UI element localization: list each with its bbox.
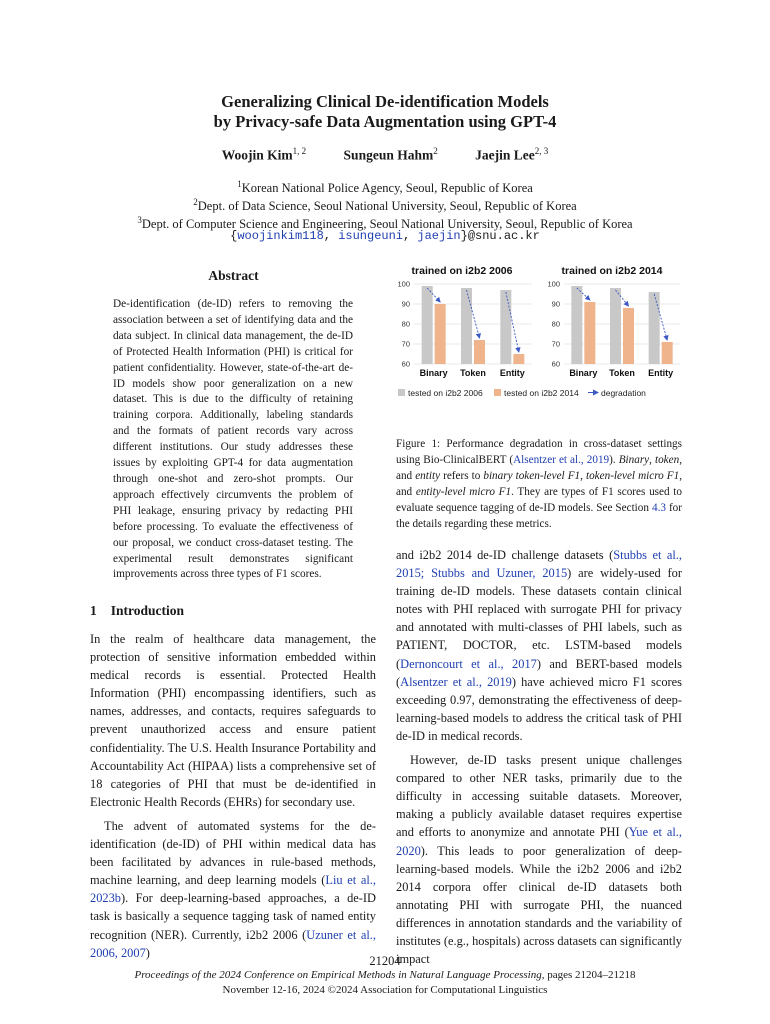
chart-legend: [398, 388, 646, 398]
y-tick-label: 80: [401, 319, 410, 329]
y-tick-label: 60: [551, 359, 560, 369]
section-heading-introduction: 1 Introduction: [90, 603, 185, 618]
intro-paragraph-2: The advent of automated systems for the de-identification (de-ID) of PHI within medical data has been facilitated by advances in rule-based methods, machine learning, and deep learning models (Liu et al., 2023b). For deep-learning-based approaches, a de-ID task is basically a sequence tagging task of named entity recognition (NER). Currently, i2b2 2006 (Uzuner et al., 2006, 2007): [90, 818, 377, 960]
abstract-text: De-identification (de-ID) refers to removing the association between a set of identifying data and the data subject. In clinical data management, the de-ID of Protected Health Information (PHI) is critical for patient confidentiality. However, state-of-the-art de-ID models show poor generalization on a new dataset. This is due to the difficulty of retaining training corpora. Additionally, labeling standards and the formats of patient records vary across different institutions. Our study addresses these issues by exploiting GPT-4 for data augmentation through one-shot and zero-shot prompts. Our approach effectively circumvents the problem of PHI leakage, ensuring privacy by redacting PHI before processing. To evaluate the effectiveness of our proposal, we conduct cross-dataset testing. The experimental result demonstrates significant improvements across three types of F1 scores.: [113, 298, 353, 581]
proceedings-footer: [0, 968, 770, 997]
y-tick-label: 100: [397, 279, 410, 289]
bar-tested-on-i2b2-2006: [500, 290, 511, 364]
page-number: 21204: [369, 954, 401, 968]
title-line-1: Generalizing Clinical De-identification Models: [221, 92, 549, 111]
citation-link[interactable]: Alsentzer et al., 2019: [400, 674, 512, 689]
affiliation-3: $^3$Dept. of Computer Science and Engineering, Seoul National University, Seoul, Republic of Korea: [137, 215, 633, 232]
left-column-body: [90, 630, 376, 968]
footer-line-2: November 12-16, 2024 ©2024 Association for Computational Linguistics: [222, 983, 548, 996]
chart-title: trained on i2b2 2014: [561, 265, 663, 277]
abstract-heading: Abstract: [208, 268, 259, 283]
author-list: [0, 146, 770, 164]
right-column-body: [396, 546, 682, 974]
email-link-isungeuni[interactable]: isungeuni: [338, 229, 403, 243]
citation-link[interactable]: Yue et al., 2020: [396, 825, 682, 858]
bar-tested-on-i2b2-2006: [461, 288, 472, 364]
x-tick-label: Token: [609, 368, 635, 378]
chart-title: trained on i2b2 2006: [411, 265, 513, 277]
x-tick-label: Binary: [569, 368, 598, 378]
intro-paragraph-1: In the realm of healthcare data management, the protection of sensitive information embedded within medical records is essential. Protected Health Information (PHI) encompassing identifiers, such as names, addresses, and contacts, requires safeguards to prevent unauthorized access and ensure patient confidentiality. The U.S. Health Insurance Portability and Accountability Act (HIPAA) lists a comprehensive set of 18 categories of PHI that must be de-identified in Electronic Health Records (EHRs) for secondary use.: [90, 632, 376, 809]
footer-line-1: Proceedings of the 2024 Conference on Empirical Methods in Natural Language Processing, pages 21204–21218: [134, 969, 636, 981]
x-tick-label: Entity: [499, 368, 525, 378]
citation-link[interactable]: Dernoncourt et al., 2017: [400, 656, 537, 671]
citation-link[interactable]: Stubbs et al., 2015; Stubbs and Uzuner, 2015: [396, 548, 682, 581]
legend-swatch-2014: [494, 389, 501, 396]
bar-tested-on-i2b2-2006: [422, 286, 433, 364]
section-ref-link[interactable]: 4.3: [651, 501, 666, 514]
affiliation-1: $^1$Korean National Police Agency, Seoul, Republic of Korea: [237, 179, 533, 196]
paper-title: [0, 92, 770, 132]
figure-1-caption: Figure 1: Performance degradation in cross-dataset settings using Bio-ClinicalBERT (Alsentzer et al., 2019). Binary, token, and entity refers to binary token-level F1, token-level micro F1, and entity-level micro F1. They are types of F1 scores used to evaluate sequence tagging of de-ID models. See Section 4.3 for the details regarding these metrics.: [396, 438, 683, 530]
x-tick-label: Binary: [419, 368, 448, 378]
legend-label-2006: tested on i2b2 2006: [408, 388, 483, 398]
email-link-woojinkim118[interactable]: woojinkim118: [237, 229, 324, 243]
bar-tested-on-i2b2-2014: [474, 340, 485, 364]
y-tick-label: 90: [401, 299, 410, 309]
bar-tested-on-i2b2-2014: [435, 304, 446, 364]
bar-tested-on-i2b2-2006: [584, 302, 595, 364]
y-tick-label: 60: [401, 359, 410, 369]
y-tick-label: 70: [551, 339, 560, 349]
x-tick-label: Entity: [648, 368, 674, 378]
bar-tested-on-i2b2-2014: [571, 286, 582, 364]
bar-tested-on-i2b2-2014: [513, 354, 524, 364]
affiliation-2: $^2$Dept. of Data Science, Seoul National University, Seoul, Republic of Korea: [193, 197, 577, 214]
bar-tested-on-i2b2-2014: [610, 288, 621, 364]
bar-tested-on-i2b2-2006: [662, 342, 673, 364]
author-2: Sungeun Hahm$^2$: [343, 146, 438, 163]
citation-link[interactable]: Uzuner et al., 2006, 2007: [90, 927, 377, 960]
y-tick-label: 80: [551, 319, 560, 329]
citation-link[interactable]: Alsentzer et al., 2019: [513, 453, 610, 466]
figure-1-chart: [392, 260, 684, 402]
bar-tested-on-i2b2-2006: [623, 308, 634, 364]
chart-panel-trained-2006: [397, 265, 532, 378]
chart-panel-trained-2014: [547, 265, 680, 378]
right-paragraph-2: However, de-ID tasks present unique challenges compared to other NER tasks, primarily due to the difficulty in accessing suitable datasets. Moreover, making a publicly available dataset requires expertise and efforts to anonymize and annotate PHI (Yue et al., 2020). This leads to poor generalization of deep-learning-based models. While the i2b2 2006 and i2b2 2014 corpora offer clinical de-ID datasets both annotating PHI with surrogate PHI, the nuanced differences in annotation standards and the variability of institutes (e.g., hospitals) across datasets can significantly impact: [396, 753, 682, 967]
x-tick-label: Token: [460, 368, 486, 378]
legend-label-degradation: degradation: [601, 388, 646, 398]
y-tick-label: 90: [551, 299, 560, 309]
citation-link[interactable]: Liu et al., 2023b: [90, 873, 377, 906]
title-line-2: by Privacy-safe Data Augmentation using GPT-4: [213, 112, 557, 131]
y-tick-label: 100: [547, 279, 560, 289]
bar-tested-on-i2b2-2014: [649, 292, 660, 364]
legend-swatch-2006: [398, 389, 405, 396]
author-1: Woojin Kim$^{1, 2}$: [221, 146, 307, 163]
author-3: Jaejin Lee$^{2, 3}$: [475, 146, 549, 163]
email-link-jaejin[interactable]: jaejin: [417, 229, 461, 243]
legend-label-2014: tested on i2b2 2014: [504, 388, 579, 398]
y-tick-label: 70: [401, 339, 410, 349]
author-emails: {woojinkim118, isungeuni, jaejin}@snu.ac.kr: [230, 229, 540, 243]
right-paragraph-1: and i2b2 2014 de-ID challenge datasets (Stubbs et al., 2015; Stubbs and Uzuner, 2015) are widely-used for training de-ID models. These datasets contain clinical notes with PHI replaced with surrogate PHI for privacy and annotated with multi-classes of PHI labels, such as PATIENT, DOCTOR, etc. LSTM-based models (Dernoncourt et al., 2017) and BERT-based models (Alsentzer et al., 2019) have achieved micro F1 scores exceeding 0.97, demonstrating the effectiveness of deep-learning-based models to address the critical task of PHI de-ID in medical records.: [396, 548, 683, 743]
